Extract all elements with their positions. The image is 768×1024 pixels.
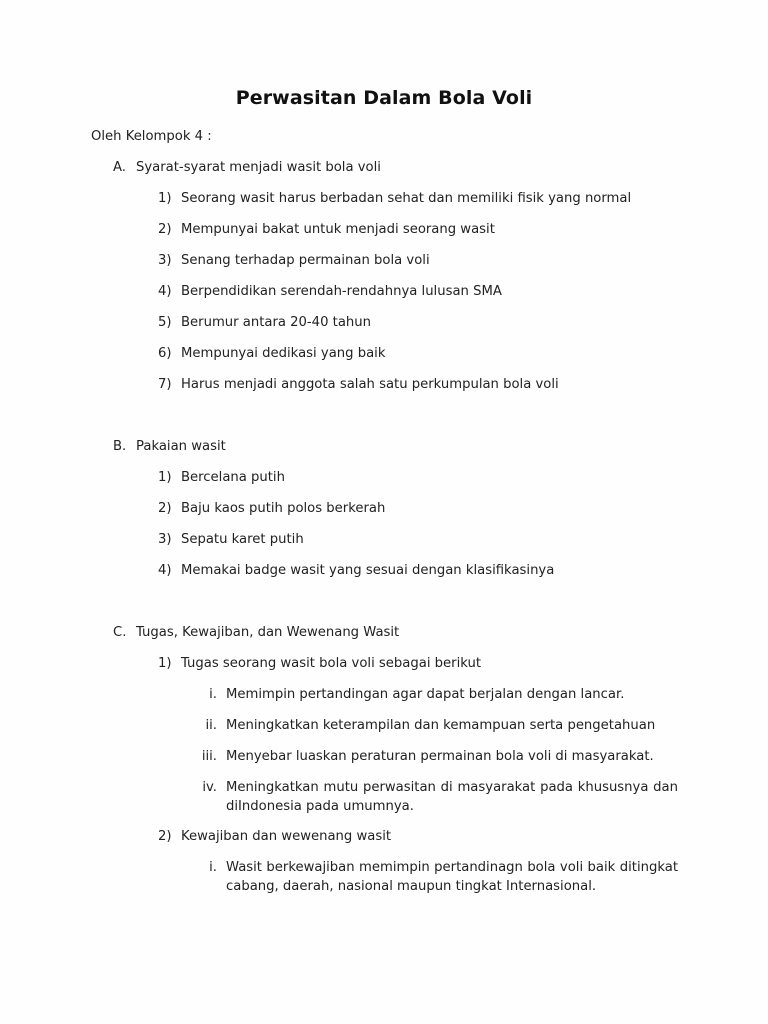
sublist-item-marker: i.	[209, 687, 217, 702]
list-item-marker: 4)	[158, 284, 172, 299]
list-item: Berpendidikan serendah-rendahnya lulusan SMA	[181, 284, 502, 299]
list-item: Mempunyai bakat untuk menjadi seorang wasit	[181, 222, 495, 237]
section-marker: B.	[113, 439, 127, 454]
section-heading: Pakaian wasit	[136, 439, 226, 454]
list-item: Tugas seorang wasit bola voli sebagai berikut	[181, 656, 482, 671]
list-item-marker: 2)	[158, 829, 172, 844]
list-item: Mempunyai dedikasi yang baik	[181, 346, 386, 361]
sublist-item: Wasit berkewajiban memimpin pertandinagn bola voli baik ditingkat cabang, daerah, nasional maupun tingkat Internasional.	[226, 860, 678, 894]
list-item-marker: 6)	[158, 346, 172, 361]
list-item-marker: 7)	[158, 377, 172, 392]
list-item: Sepatu karet putih	[181, 532, 304, 547]
sublist-item: Menyebar luaskan peraturan permainan bola voli di masyarakat.	[226, 749, 654, 764]
byline: Oleh Kelompok 4 :	[91, 129, 212, 144]
list-item: Memakai badge wasit yang sesuai dengan klasifikasinya	[181, 563, 555, 578]
list-item: Kewajiban dan wewenang wasit	[181, 829, 392, 844]
list-item-marker: 1)	[158, 470, 172, 485]
list-item: Baju kaos putih polos berkerah	[181, 501, 386, 516]
sublist-item-marker: iii.	[201, 749, 217, 764]
list-item-marker: 1)	[158, 191, 172, 206]
list-item-marker: 3)	[158, 532, 172, 547]
list-item-marker: 3)	[158, 253, 172, 268]
section-heading: Syarat-syarat menjadi wasit bola voli	[136, 160, 381, 175]
document-title: Perwasitan Dalam Bola Voli	[235, 87, 533, 109]
list-item: Bercelana putih	[181, 470, 285, 485]
sublist-item-marker: iv.	[202, 780, 217, 795]
sublist-item: Memimpin pertandingan agar dapat berjalan dengan lancar.	[226, 687, 625, 702]
list-item: Senang terhadap permainan bola voli	[181, 253, 430, 268]
sublist-item-marker: i.	[209, 860, 217, 875]
list-item-marker: 5)	[158, 315, 172, 330]
section-marker: C.	[113, 625, 127, 640]
section-marker: A.	[113, 160, 126, 175]
list-item-marker: 2)	[158, 222, 172, 237]
sublist-item-marker: ii.	[205, 718, 217, 733]
list-item-marker: 2)	[158, 501, 172, 516]
sublist-item: Meningkatkan keterampilan dan kemampuan serta pengetahuan	[226, 718, 656, 733]
sublist-item: Meningkatkan mutu perwasitan di masyarakat pada khususnya dan diIndonesia pada umumnya.	[226, 780, 678, 814]
list-item-marker: 4)	[158, 563, 172, 578]
list-item: Seorang wasit harus berbadan sehat dan memiliki fisik yang normal	[181, 191, 632, 206]
section-heading: Tugas, Kewajiban, dan Wewenang Wasit	[136, 625, 400, 640]
list-item: Berumur antara 20-40 tahun	[181, 315, 371, 330]
list-item: Harus menjadi anggota salah satu perkumpulan bola voli	[181, 377, 559, 392]
list-item-marker: 1)	[158, 656, 172, 671]
